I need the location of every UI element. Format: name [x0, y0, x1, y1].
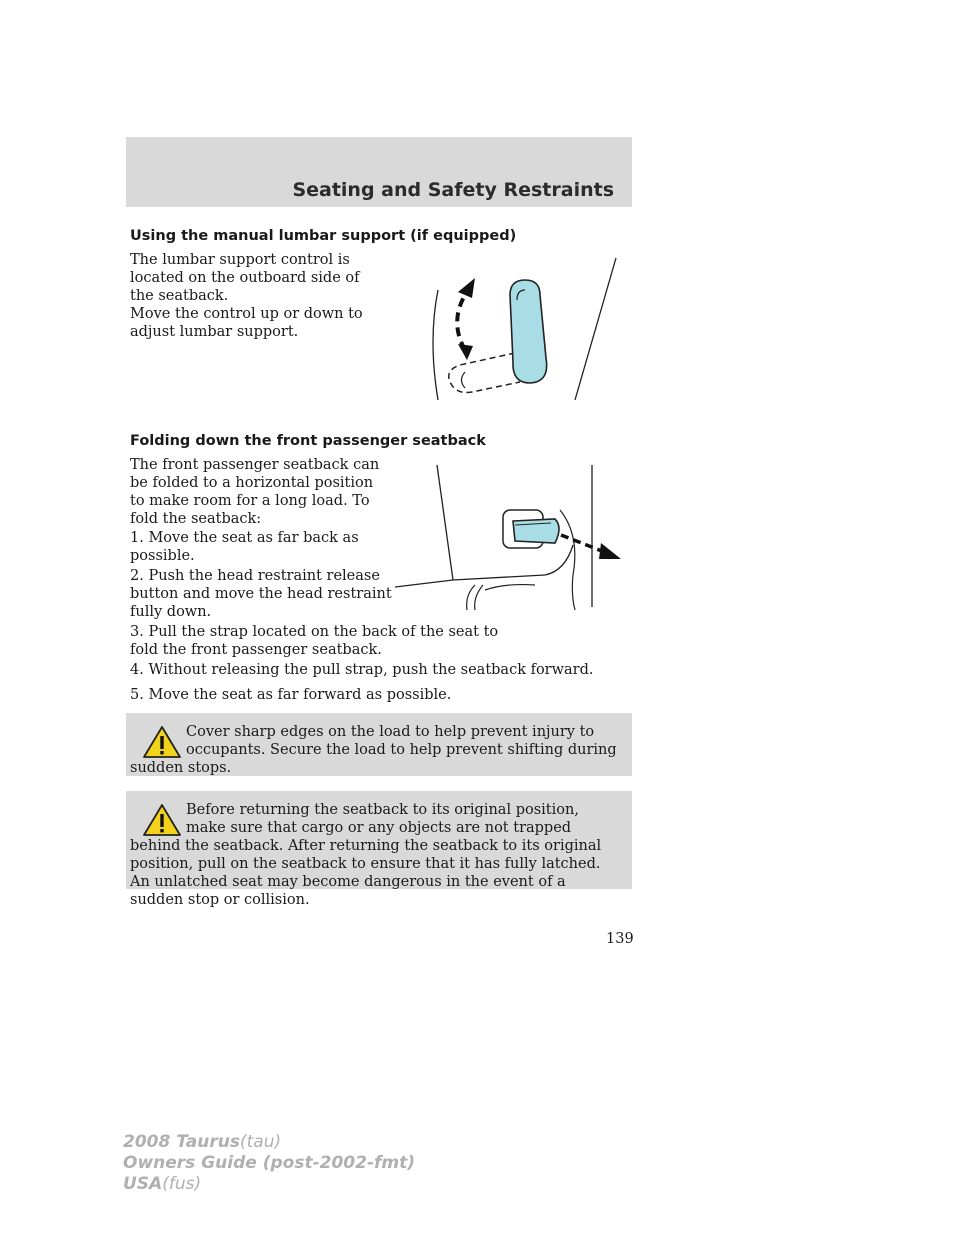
footer-model: 2008 Taurus: [123, 1132, 240, 1152]
warning-triangle-icon: [142, 725, 182, 759]
folding-step-4: 4. Without releasing the pull strap, push the seatback forward.: [130, 662, 594, 678]
footer-model-code: (tau): [240, 1132, 282, 1152]
warning-box-1: [126, 713, 632, 776]
folding-step-3: 3. Pull the strap located on the back of the seat to fold the front passenger seatback.: [130, 624, 499, 658]
warning-text-2: Before returning the seatback to its original position, make sure that cargo or any objects are not trapped behind the seatback. After returning the seatback to its original position, pull on the seatback to ensure that it has fully latched. An unlatched seat may become dangerous in the event of a sudden stop or collision.: [130, 802, 602, 908]
warning-text-1: Cover sharp edges on the load to help prevent injury to occupants. Secure the load to help prevent shifting during sudden stops.: [130, 724, 617, 776]
folding-step-1: 1. Move the seat as far back as possible.: [130, 530, 359, 564]
lumbar-control-illustration: [420, 250, 630, 405]
section-header-band: [126, 137, 632, 207]
lumbar-heading: Using the manual lumbar support (if equipped): [130, 228, 517, 244]
section-title: Seating and Safety Restraints: [292, 179, 614, 201]
lumbar-paragraph-1: The lumbar support control is located on the outboard side of the seatback.: [130, 252, 360, 304]
footer-market: USA: [123, 1174, 163, 1194]
footer-guide: Owners Guide (post-2002-fmt): [123, 1153, 416, 1173]
lumbar-paragraph-2: Move the control up or down to adjust lumbar support.: [130, 306, 363, 340]
folding-step-5: 5. Move the seat as far forward as possible.: [130, 687, 452, 703]
folding-intro: The front passenger seatback can be folded to a horizontal position to make room for a long load. To fold the seatback:: [130, 457, 380, 527]
seatback-strap-illustration: [395, 455, 635, 615]
warning-triangle-icon: [142, 803, 182, 837]
folding-step-2: 2. Push the head restraint release button and move the head restraint fully down.: [130, 568, 392, 620]
folding-heading: Folding down the front passenger seatback: [130, 433, 486, 449]
page-number: 139: [606, 931, 634, 947]
warning-box-2: [126, 791, 632, 908]
footer-market-code: (fus): [162, 1174, 202, 1194]
document-footer: [123, 1132, 415, 1195]
